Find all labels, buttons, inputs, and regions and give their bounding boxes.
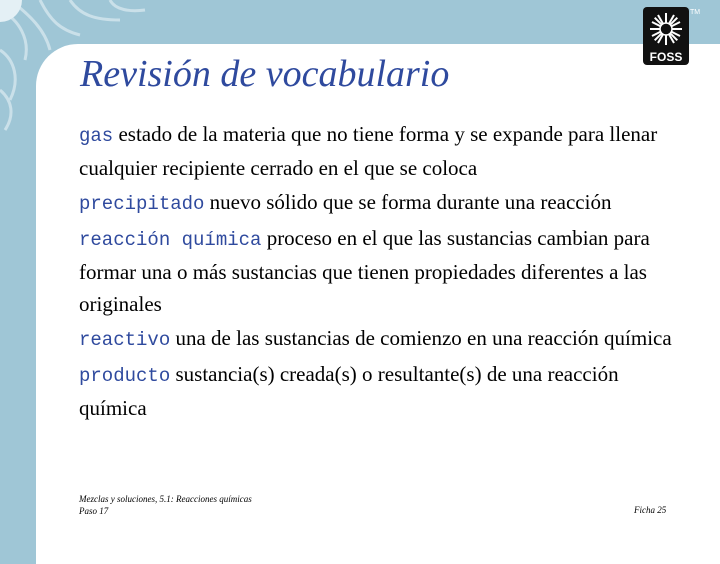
foss-logo-text: FOSS [649, 50, 683, 64]
vocabulary-definition: sustancia(s) creada(s) o resultante(s) de una reacción química [79, 362, 619, 420]
slide-title: Revisión de vocabulario [80, 53, 450, 95]
trademark-mark: TM [690, 9, 701, 16]
vocabulary-term: reacción química [79, 229, 262, 251]
vocabulary-term: producto [79, 365, 171, 387]
vocabulary-entry-reaccion-quimica [79, 222, 679, 320]
vocabulary-entry-precipitado [79, 186, 679, 220]
vocabulary-definition: proceso en el que las sustancias cambian para formar una o más sustancias que tienen propiedades diferentes a las originales [79, 226, 650, 316]
vocabulary-term: gas [79, 125, 114, 147]
vocabulary-list [79, 118, 679, 426]
vocabulary-definition: nuevo sólido que se forma durante una reacción [209, 190, 612, 214]
vocabulary-entry-gas [79, 118, 679, 184]
vocabulary-entry-producto [79, 358, 679, 424]
vocabulary-term: precipitado [79, 193, 205, 215]
vocabulary-term: reactivo [79, 329, 171, 351]
footer-sheet-number: Ficha 25 [634, 505, 667, 515]
footer-course: Mezclas y soluciones, 5.1: Reacciones químicas [79, 494, 252, 504]
vocabulary-entry-reactivo [79, 322, 679, 356]
footer-source [79, 493, 252, 517]
footer-step: Paso 17 [79, 506, 109, 516]
vocabulary-definition: estado de la materia que no tiene forma y se expande para llenar cualquier recipiente cerrado en el que se coloca [79, 122, 658, 180]
vocabulary-definition: una de las sustancias de comienzo en una reacción química [175, 326, 672, 350]
